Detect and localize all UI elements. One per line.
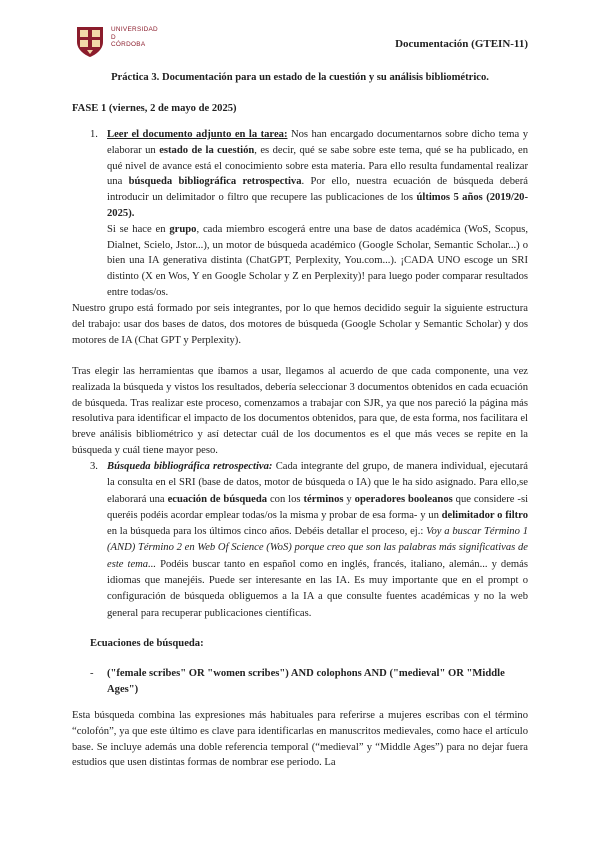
paragraph-text: Nuestro grupo está formado por seis integrantes, por lo que hemos decidido seguir la siguiente estructura del trabajo: usar dos bases de datos, dos motores de búsqueda (Google Scholar y Semantic Scholar) y dos motores de IA (Chat GPT y Perplexity). <box>72 303 528 346</box>
paragraph-text: Esta búsqueda combina las expresiones más habituales para referirse a mujeres escribas con el término “colofón”, ya que este último es clave para identificarlas en manuscritos medievales, como hace el artículo base. Se incluye además una doble referencia temporal (“medieval” y “Middle Ages”) para no dejar fuera estudios que usen distintas formas de nombrar ese periodo. La <box>72 710 528 769</box>
body-paragraph <box>72 364 528 459</box>
document-code: Documentación (GTEIN-11) <box>395 38 528 50</box>
list-number: 3. <box>90 461 98 472</box>
phase-heading: FASE 1 (viernes, 2 de mayo de 2025) <box>72 103 237 114</box>
text-run: que considere -si queréis podéis acordar emplear todas/os la misma y probar de esa forma- y un <box>107 493 529 521</box>
item-lead: Leer el documento adjunto en la tarea: <box>107 129 288 140</box>
text-run: y <box>343 493 355 505</box>
text-run: , es decir, qué se sabe sobre este tema, qué se ha publicado, en qué nivel de avance está el conocimiento sobre esta materia. Para ello resulta fundamental realizar una <box>107 144 529 188</box>
text-run: delimitador o filtro <box>441 509 528 521</box>
text-run: con los <box>267 493 304 505</box>
logo-line: D <box>111 33 116 41</box>
text-run: , cada miembro escogerá entre una base de datos académica (WoS, Scopus, Dialnet, Scielo, Jstor...), un motor de búsqueda académico (Google Scholar, Semantic Scholar...) o bien una IA generativa distinta (ChatGPT, Perplexity, You.com...). ¡CADA UNO escoge un SRI distinto (X en Wos, Y en Google Scholar y Z en Perplexity)! para luego poder comparar resultados entre todas/os. <box>107 223 529 298</box>
search-equation: ("female scribes" OR "women scribes") AND colophons AND ("medieval" OR "Middle Ages") <box>107 668 505 695</box>
text-run: Cada integrante del grupo, de manera individual, ejecutará la consulta en el SRI (base de datos, motor de búsqueda o IA) que le ha sido asignado. Para ello,se elaborará una <box>107 461 528 505</box>
list-item-1 <box>107 127 528 301</box>
text-run: búsqueda bibliográfica retrospectiva <box>128 176 302 188</box>
item-lead: Búsqueda bibliográfica retrospectiva: <box>107 461 273 472</box>
body-paragraph <box>72 708 528 771</box>
list-item-paragraph <box>107 459 528 622</box>
text-run: estado de la cuestión <box>159 144 255 156</box>
logo-line: UNIVERSIDAD <box>111 26 158 33</box>
crest-icon <box>73 24 107 58</box>
text-run: términos <box>303 493 344 505</box>
text-run: Nos han encargado documentarnos sobre dicho tema y elaborar un <box>107 129 529 156</box>
text-run: Podéis buscar tanto en español como en inglés, francés, italiano, alemán... y demás idiomas que manejéis. Puede ser interesante en las IA. Es muy importante que en el prompt o configuración de búsqueda obliguemos a la IA a que consulte fuentes académicas y no la web general para recuperar publicaciones científicas. <box>107 558 528 619</box>
list-item-paragraph <box>107 222 528 301</box>
page-title: Práctica 3. Documentación para un estado de la cuestión y su análisis bibliométrico. <box>111 72 489 83</box>
logo-wordmark <box>111 26 158 49</box>
text-run: en la búsqueda para los últimos cinco años. Debéis detallar el proceso, ej.: <box>107 526 427 538</box>
university-logo <box>73 24 163 58</box>
text-run: últimos 5 años (2019/20-2025). <box>107 192 528 219</box>
body-paragraph <box>72 301 528 348</box>
text-run: . Por ello, nuestra ecuación de búsqueda deberá introducir un delimitador o filtro que recupere las publicaciones de los <box>107 176 528 204</box>
text-run: Voy a buscar Término 1 (AND) Término 2 en Web Of Science (WoS) porque creo que son las palabras más significativas de este tema... <box>107 526 529 570</box>
equations-heading: Ecuaciones de búsqueda: <box>90 638 204 649</box>
text-run: grupo <box>169 223 197 235</box>
list-item-3 <box>107 459 528 622</box>
list-item-paragraph <box>107 127 528 222</box>
text-run: operadores booleanos <box>354 493 453 505</box>
paragraph-text: Tras elegir las herramientas que íbamos a usar, llegamos al acuerdo de que cada componente, una vez realizada la búsqueda y vistos los resultados, debería seleccionar 3 documentos obtenidos en cada ecuación de búsqueda. Tras realizar este proceso, comenzamos a trabajar con SJR, ya que nos pareció la página más resolutiva para identificar el impacto de los documentos obtenidos, para que, de esta forma, nos facilitara el breve análisis bibliométrico y así detectar cuál de los documentos es el que más veces se repite en la búsqueda y cuál tiene mayor peso. <box>72 366 528 456</box>
logo-line: CÓRDOBA <box>111 41 146 49</box>
text-run: Si se hace en <box>107 223 170 235</box>
text-run: ecuación de búsqueda <box>167 493 268 505</box>
list-dash: - <box>90 668 94 679</box>
list-number: 1. <box>90 129 98 140</box>
